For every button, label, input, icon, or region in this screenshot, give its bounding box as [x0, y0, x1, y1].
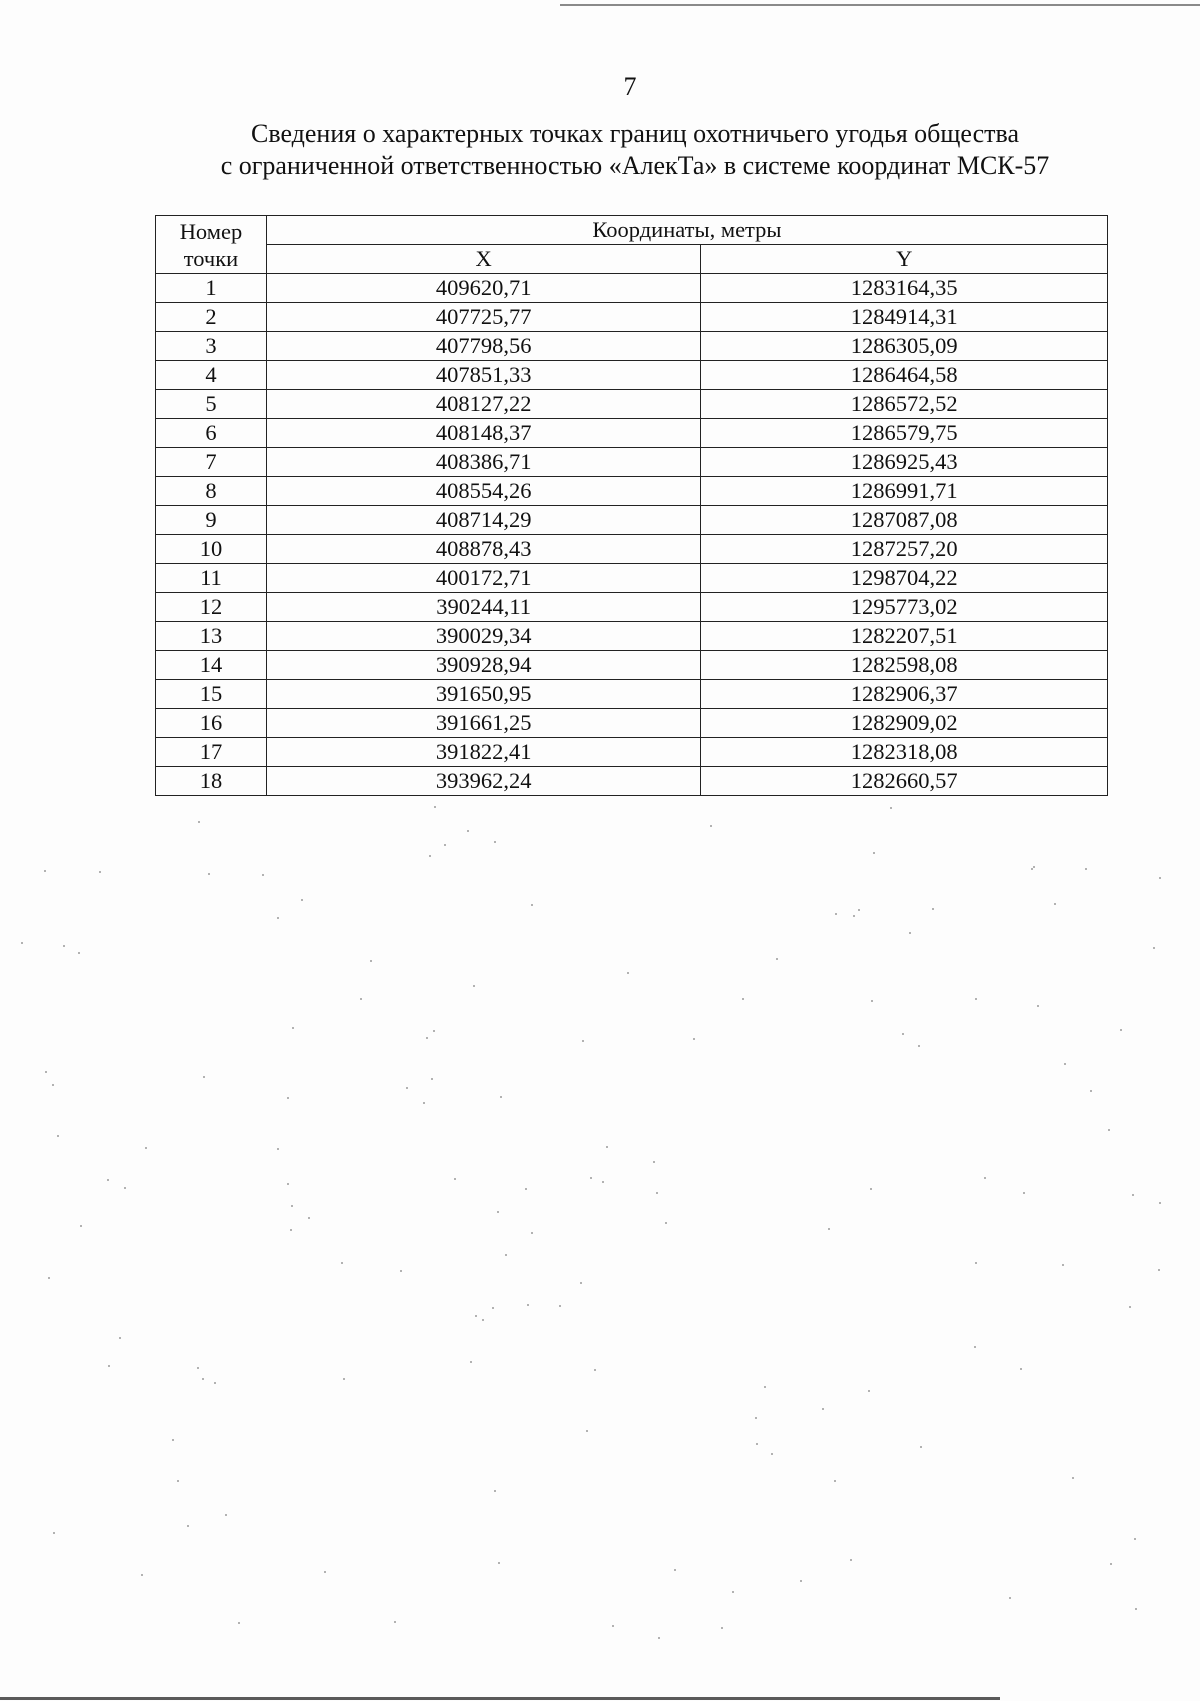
scan-speck [693, 1038, 695, 1040]
scan-speck [203, 1076, 205, 1078]
title-line-1: Сведения о характерных точках границ охотничьего угодья общества [250, 119, 1019, 148]
scan-speck [594, 1369, 596, 1371]
scan-speck [45, 1071, 47, 1073]
scan-speck [473, 985, 475, 987]
scan-speck [732, 1591, 734, 1593]
scan-speck [586, 1430, 588, 1432]
table-row [156, 361, 1108, 390]
table-row [156, 622, 1108, 651]
point-number-cell: 17 [156, 738, 267, 767]
scan-speck [627, 972, 629, 974]
scan-speck [590, 1177, 592, 1179]
scan-speck [834, 1480, 836, 1482]
scan-speck [177, 1480, 179, 1482]
scan-speck [721, 1627, 723, 1629]
scan-speck [467, 830, 469, 832]
point-number-cell: 13 [156, 622, 267, 651]
scan-speck [198, 821, 200, 823]
scan-speck [1020, 1368, 1022, 1370]
scan-speck [531, 1232, 533, 1234]
table-header-row [156, 216, 1108, 245]
scan-speck [308, 1217, 310, 1219]
table-row [156, 477, 1108, 506]
scan-speck [277, 1148, 279, 1150]
scan-speck [291, 1205, 293, 1207]
scan-speck [1159, 877, 1161, 879]
scan-speck [1054, 903, 1056, 905]
scan-speck [287, 1097, 289, 1099]
table-row [156, 709, 1108, 738]
scan-speck [525, 1188, 527, 1190]
scan-speck [429, 855, 431, 857]
scan-speck [494, 841, 496, 843]
scan-speck [500, 1096, 502, 1098]
scan-speck [1072, 1477, 1074, 1479]
point-number-cell: 14 [156, 651, 267, 680]
y-coordinate-cell: 1295773,02 [701, 593, 1108, 622]
point-number-cell: 16 [156, 709, 267, 738]
point-number-cell: 5 [156, 390, 267, 419]
coordinates-table [155, 215, 1108, 796]
point-number-cell: 12 [156, 593, 267, 622]
scan-speck [48, 1277, 50, 1279]
y-coordinate-cell: 1283164,35 [701, 274, 1108, 303]
title-line-2: с ограниченной ответственностью «АлекТа» в системе координат МСК-57 [220, 151, 1050, 180]
x-coordinate-cell: 390029,34 [266, 622, 701, 651]
table-row [156, 651, 1108, 680]
scan-speck [755, 1417, 757, 1419]
scan-speck [44, 870, 46, 872]
scan-speck [1159, 1202, 1161, 1204]
x-coordinate-cell: 409620,71 [266, 274, 701, 303]
scan-speck [63, 945, 65, 947]
table-row [156, 535, 1108, 564]
scan-speck [653, 1161, 655, 1163]
scan-speck [454, 1178, 456, 1180]
scan-speck [225, 1514, 227, 1516]
table-row [156, 564, 1108, 593]
point-number-cell: 7 [156, 448, 267, 477]
y-coordinate-cell: 1282906,37 [701, 680, 1108, 709]
table-row [156, 419, 1108, 448]
x-coordinate-cell: 393962,24 [266, 767, 701, 796]
y-column-header: Y [701, 245, 1108, 274]
scan-speck [53, 1532, 55, 1534]
y-coordinate-cell: 1286464,58 [701, 361, 1108, 390]
scan-speck [498, 1562, 500, 1564]
point-number-cell: 4 [156, 361, 267, 390]
scan-speck [920, 1446, 922, 1448]
point-number-cell: 2 [156, 303, 267, 332]
scan-speck [108, 1365, 110, 1367]
scan-speck [444, 844, 446, 846]
scan-speck [475, 1315, 477, 1317]
x-coordinate-cell: 408386,71 [266, 448, 701, 477]
scan-speck [932, 908, 934, 910]
scan-speck [197, 1367, 199, 1369]
scan-speck [406, 1087, 408, 1089]
scan-speck [172, 1439, 174, 1441]
scan-speck [394, 1621, 396, 1623]
scan-speck [494, 1490, 496, 1492]
scan-speck [871, 1000, 873, 1002]
scan-speck [202, 1378, 204, 1380]
point-number-cell: 10 [156, 535, 267, 564]
scan-speck [52, 1084, 54, 1086]
scan-speck [492, 1307, 494, 1309]
scan-speck [800, 1580, 802, 1582]
scan-speck [277, 917, 279, 919]
scan-speck [1062, 1264, 1064, 1266]
table-row [156, 506, 1108, 535]
y-coordinate-cell: 1284914,31 [701, 303, 1108, 332]
y-coordinate-cell: 1282318,08 [701, 738, 1108, 767]
table-row [156, 680, 1108, 709]
scan-speck [1110, 1563, 1112, 1565]
scan-speck [1153, 947, 1155, 949]
y-coordinate-cell: 1282598,08 [701, 651, 1108, 680]
y-coordinate-cell: 1282207,51 [701, 622, 1108, 651]
scan-speck [141, 1574, 143, 1576]
scan-speck [756, 1443, 758, 1445]
scan-speck [665, 1222, 667, 1224]
y-coordinate-cell: 1286991,71 [701, 477, 1108, 506]
scan-speck [145, 1147, 147, 1149]
scan-speck [771, 1453, 773, 1455]
scan-speck [873, 852, 875, 854]
x-coordinate-cell: 408127,22 [266, 390, 701, 419]
scan-speck [1090, 1090, 1092, 1092]
scan-speck [370, 960, 372, 962]
scan-speck [606, 1146, 608, 1148]
scan-speck [742, 998, 744, 1000]
scan-speck [99, 871, 101, 873]
scan-speck [974, 1346, 976, 1348]
scan-edge-line-top [560, 4, 1200, 6]
table-subheader-row [156, 245, 1108, 274]
scan-speck [853, 915, 855, 917]
scan-speck [107, 1179, 109, 1181]
y-coordinate-cell: 1282660,57 [701, 767, 1108, 796]
scan-speck [119, 1337, 121, 1339]
x-column-header: X [266, 245, 701, 274]
scan-speck [890, 807, 892, 809]
scan-speck [828, 1228, 830, 1230]
scan-speck [868, 1390, 870, 1392]
x-coordinate-cell: 408878,43 [266, 535, 701, 564]
x-coordinate-cell: 407851,33 [266, 361, 701, 390]
scan-speck [582, 1040, 584, 1042]
x-coordinate-cell: 408714,29 [266, 506, 701, 535]
scan-speck [360, 998, 362, 1000]
scan-speck [1064, 1063, 1066, 1065]
table-row [156, 332, 1108, 361]
table-row [156, 593, 1108, 622]
point-number-cell: 11 [156, 564, 267, 593]
scan-speck [78, 952, 80, 954]
scan-speck [1009, 1597, 1011, 1599]
table-row [156, 448, 1108, 477]
scan-speck [290, 1229, 292, 1231]
scan-speck [433, 1030, 435, 1032]
x-coordinate-cell: 400172,71 [266, 564, 701, 593]
x-coordinate-cell: 390244,11 [266, 593, 701, 622]
scan-speck [612, 1625, 614, 1627]
y-coordinate-cell: 1286925,43 [701, 448, 1108, 477]
y-coordinate-cell: 1287087,08 [701, 506, 1108, 535]
y-coordinate-cell: 1282909,02 [701, 709, 1108, 738]
scan-speck [531, 904, 533, 906]
scan-speck [918, 1045, 920, 1047]
scan-speck [764, 1386, 766, 1388]
scan-speck [870, 1188, 872, 1190]
table-row [156, 390, 1108, 419]
scan-speck [287, 1183, 289, 1185]
scan-speck [423, 1102, 425, 1104]
scan-speck [835, 913, 837, 915]
scan-speck [984, 1177, 986, 1179]
scan-speck [324, 1571, 326, 1573]
x-coordinate-cell: 408554,26 [266, 477, 701, 506]
scan-speck [343, 1378, 345, 1380]
point-number-header [156, 216, 267, 274]
scan-speck [1134, 1538, 1136, 1540]
table-row [156, 303, 1108, 332]
y-coordinate-cell: 1286579,75 [701, 419, 1108, 448]
y-coordinate-cell: 1287257,20 [701, 535, 1108, 564]
scan-speck [187, 1525, 189, 1527]
x-coordinate-cell: 391822,41 [266, 738, 701, 767]
scan-speck [1132, 1194, 1134, 1196]
point-number-cell: 6 [156, 419, 267, 448]
scan-speck [1135, 1608, 1137, 1610]
table-body [156, 274, 1108, 796]
scan-speck [975, 998, 977, 1000]
point-number-header-line-1: Номер [179, 218, 243, 244]
x-coordinate-cell: 407798,56 [266, 332, 701, 361]
scan-speck [21, 942, 23, 944]
x-coordinate-cell: 407725,77 [266, 303, 701, 332]
scan-speck [902, 1033, 904, 1035]
scan-speck [1037, 1005, 1039, 1007]
point-number-cell: 9 [156, 506, 267, 535]
scan-speck [80, 1225, 82, 1227]
scan-speck [470, 1361, 472, 1363]
scan-speck [400, 1270, 402, 1272]
scan-speck [208, 873, 210, 875]
scan-speck [238, 1622, 240, 1624]
scan-speck [1120, 1029, 1122, 1031]
scan-speck [710, 825, 712, 827]
point-number-cell: 3 [156, 332, 267, 361]
scan-speck [776, 958, 778, 960]
scan-speck [975, 1262, 977, 1264]
scan-speck [602, 1181, 604, 1183]
scan-speck [292, 1027, 294, 1029]
scan-speck [214, 1382, 216, 1384]
table-row [156, 274, 1108, 303]
scan-edge-line-bottom [0, 1697, 1000, 1700]
scan-speck [1023, 1192, 1025, 1194]
x-coordinate-cell: 390928,94 [266, 651, 701, 680]
point-number-cell: 15 [156, 680, 267, 709]
x-coordinate-cell: 408148,37 [266, 419, 701, 448]
scan-speck [262, 874, 264, 876]
scan-speck [858, 909, 860, 911]
scan-speck [909, 932, 911, 934]
scan-speck [1085, 868, 1087, 870]
table-row [156, 767, 1108, 796]
x-coordinate-cell: 391661,25 [266, 709, 701, 738]
document-title [150, 118, 1120, 182]
scan-speck [674, 1569, 676, 1571]
scan-speck [527, 1304, 529, 1306]
scan-speck [426, 1037, 428, 1039]
point-number-header-line-2: точки [183, 245, 239, 271]
scan-speck [580, 1282, 582, 1284]
y-coordinate-cell: 1286305,09 [701, 332, 1108, 361]
scan-speck [1031, 868, 1033, 870]
scan-speck [505, 1254, 507, 1256]
point-number-cell: 8 [156, 477, 267, 506]
page-number: 7 [623, 72, 637, 101]
scan-speck [1033, 866, 1035, 868]
scan-speck [656, 1192, 658, 1194]
scan-speck [1129, 1306, 1131, 1308]
scan-speck [301, 899, 303, 901]
scan-speck [822, 1408, 824, 1410]
table-row [156, 738, 1108, 767]
point-number-cell: 18 [156, 767, 267, 796]
scan-speck [1158, 1269, 1160, 1271]
point-number-cell: 1 [156, 274, 267, 303]
y-coordinate-cell: 1286572,52 [701, 390, 1108, 419]
scan-speck [124, 1187, 126, 1189]
scan-speck [559, 1305, 561, 1307]
scan-speck [431, 1078, 433, 1080]
scan-speck [57, 1135, 59, 1137]
scan-speck [850, 1559, 852, 1561]
scan-speck [497, 1211, 499, 1213]
scan-speck [434, 806, 436, 808]
scan-speck [1108, 1129, 1110, 1131]
x-coordinate-cell: 391650,95 [266, 680, 701, 709]
scan-speck [658, 1637, 660, 1639]
scan-speck [482, 1319, 484, 1321]
coordinates-header: Координаты, метры [266, 216, 1107, 245]
scan-speck [341, 1262, 343, 1264]
y-coordinate-cell: 1298704,22 [701, 564, 1108, 593]
